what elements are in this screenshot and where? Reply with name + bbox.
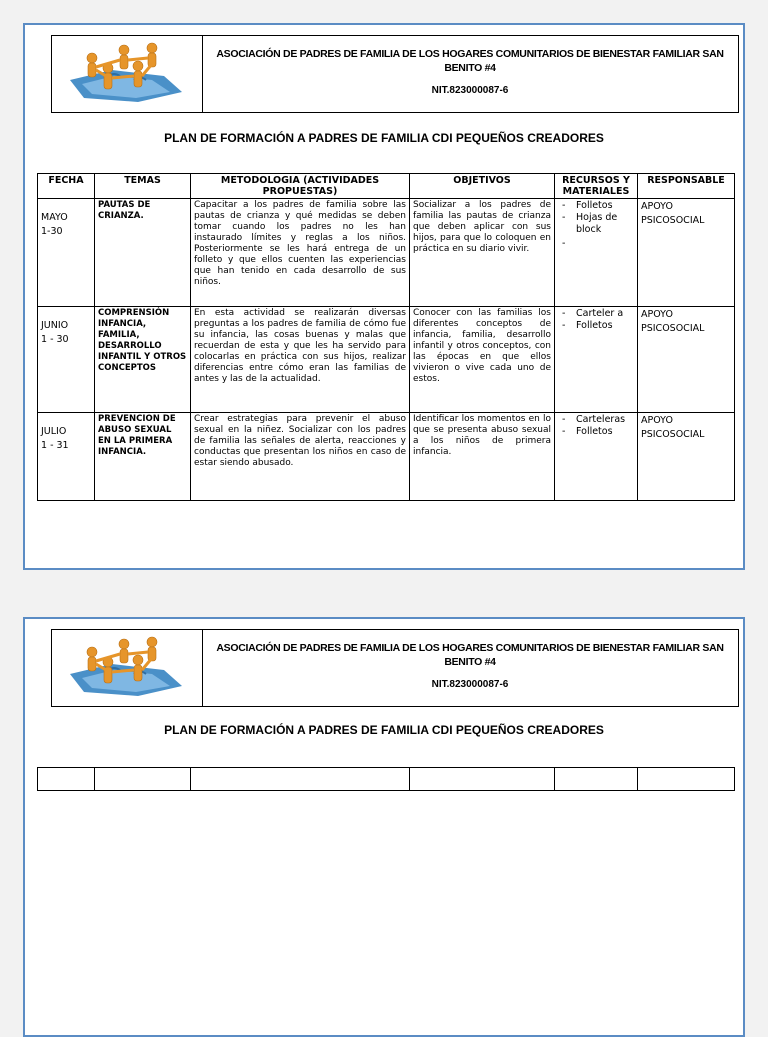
recursos-cell [555, 413, 638, 501]
column-header: RECURSOS Y MATERIALES [555, 174, 638, 199]
document-header [51, 35, 739, 113]
responsable-cell: APOYO PSICOSOCIAL [638, 413, 735, 501]
table-row [38, 413, 735, 501]
table-cell [410, 768, 555, 791]
logo-cell [52, 630, 203, 706]
fecha-cell [38, 307, 95, 413]
document-header [51, 629, 739, 707]
table-row [38, 199, 735, 307]
document-page-2 [23, 617, 745, 1037]
objetivos-cell: Socializar a los padres de familia las pautas de crianza que deben aplicar con sus hijos, para que lo coloquen en práctica en su diario vivir. [410, 199, 555, 307]
metodologia-cell: Capacitar a los padres de familia sobre las pautas de crianza y qué medidas se deben tomar cuando los padres no les han instaurado límites y reglas a los niños. Posteriormente se les hará entrega de un folleto y que ellos cuenten las experiencias que han tenido en cada desarrollo de sus niños. [191, 199, 410, 307]
metodologia-cell: Crear estrategias para prevenir el abuso sexual en la niñez. Socializar con los padres de familia las señales de alerta, reacciones y conductas que presentan los niños en caso de estar siendo abusado. [191, 413, 410, 501]
list-item: - Hojas de block [558, 212, 634, 236]
responsable-cell: APOYO PSICOSOCIAL [638, 307, 735, 413]
table-cell [95, 768, 191, 791]
table-row [38, 768, 735, 791]
fecha-range: 1 - 30 [41, 334, 69, 345]
table-cell [38, 768, 95, 791]
fecha-cell [38, 199, 95, 307]
table-cell [555, 768, 638, 791]
document-page-1 [23, 23, 745, 570]
recursos-list [558, 308, 634, 332]
table-cell [191, 768, 410, 791]
recursos-list [558, 200, 634, 236]
people-puzzle-logo [52, 36, 202, 112]
objetivos-cell: Identificar los momentos en lo que se presenta abuso sexual a los niños de primera infancia. [410, 413, 555, 501]
fecha-month: JUNIO [41, 320, 69, 331]
fecha-month: JULIO [41, 426, 67, 437]
column-header: TEMAS [95, 174, 191, 199]
list-item: - Carteleras [558, 414, 634, 426]
tema-cell: COMPRENSIÓN INFANCIA, FAMILIA, DESARROLLO INFANTIL Y OTROS CONCEPTOS [95, 307, 191, 413]
fecha-month: MAYO [41, 212, 68, 223]
nit-number: NIT.823000087-6 [431, 85, 509, 96]
table-row [38, 307, 735, 413]
column-header: FECHA [38, 174, 95, 199]
objetivos-cell: Conocer con las familias los diferentes conceptos de infancia, familia, desarrollo infantil y otros conceptos, con las épocas en que ellos vivieron o vive cada uno de estos. [410, 307, 555, 413]
header-text [202, 36, 738, 112]
column-header: METODOLOGIA (ACTIVIDADES PROPUESTAS) [191, 174, 410, 199]
recursos-list [558, 414, 634, 438]
column-header: RESPONSABLE [638, 174, 735, 199]
metodologia-cell: En esta actividad se realizarán diversas preguntas a los padres de familia de cómo fue su infancia, las cosas buenas y malas que recuerdan de esta y que les ha servido para colocarlas en práctica con sus hijos, realizar diferencias entre cómo eran las familias de antes y las de la actualidad. [191, 307, 410, 413]
logo-cell [52, 36, 203, 112]
table-header-row [38, 174, 735, 199]
fecha-cell [38, 413, 95, 501]
recursos-cell [555, 307, 638, 413]
plan-table [37, 173, 735, 501]
fecha-range: 1 - 31 [41, 440, 69, 451]
list-item: - Folletos [558, 320, 634, 332]
list-item: - Carteler a [558, 308, 634, 320]
recursos-cell [555, 199, 638, 307]
empty-plan-table [37, 767, 735, 791]
list-item: - Folletos [558, 426, 634, 438]
people-puzzle-logo [52, 630, 202, 706]
fecha-range: 1-30 [41, 226, 63, 237]
header-text [202, 630, 738, 706]
responsable-cell: APOYO PSICOSOCIAL [638, 199, 735, 307]
table-cell [638, 768, 735, 791]
list-item: - Folletos [558, 200, 634, 212]
column-header: OBJETIVOS [410, 174, 555, 199]
tema-cell: PAUTAS DE CRIANZA. [95, 199, 191, 307]
plan-title: PLAN DE FORMACIÓN A PADRES DE FAMILIA CDI PEQUEÑOS CREADORES [164, 723, 604, 737]
plan-title: PLAN DE FORMACIÓN A PADRES DE FAMILIA CDI PEQUEÑOS CREADORES [164, 131, 604, 145]
nit-number: NIT.823000087-6 [431, 679, 509, 690]
org-name: ASOCIACIÓN DE PADRES DE FAMILIA DE LOS HOGARES COMUNITARIOS DE BIENESTAR FAMILIAR SAN BENITO #4 [216, 642, 724, 668]
org-name: ASOCIACIÓN DE PADRES DE FAMILIA DE LOS HOGARES COMUNITARIOS DE BIENESTAR FAMILIAR SAN BENITO #4 [216, 48, 724, 74]
tema-cell: PREVENCION DE ABUSO SEXUAL EN LA PRIMERA INFANCIA. [95, 413, 191, 501]
